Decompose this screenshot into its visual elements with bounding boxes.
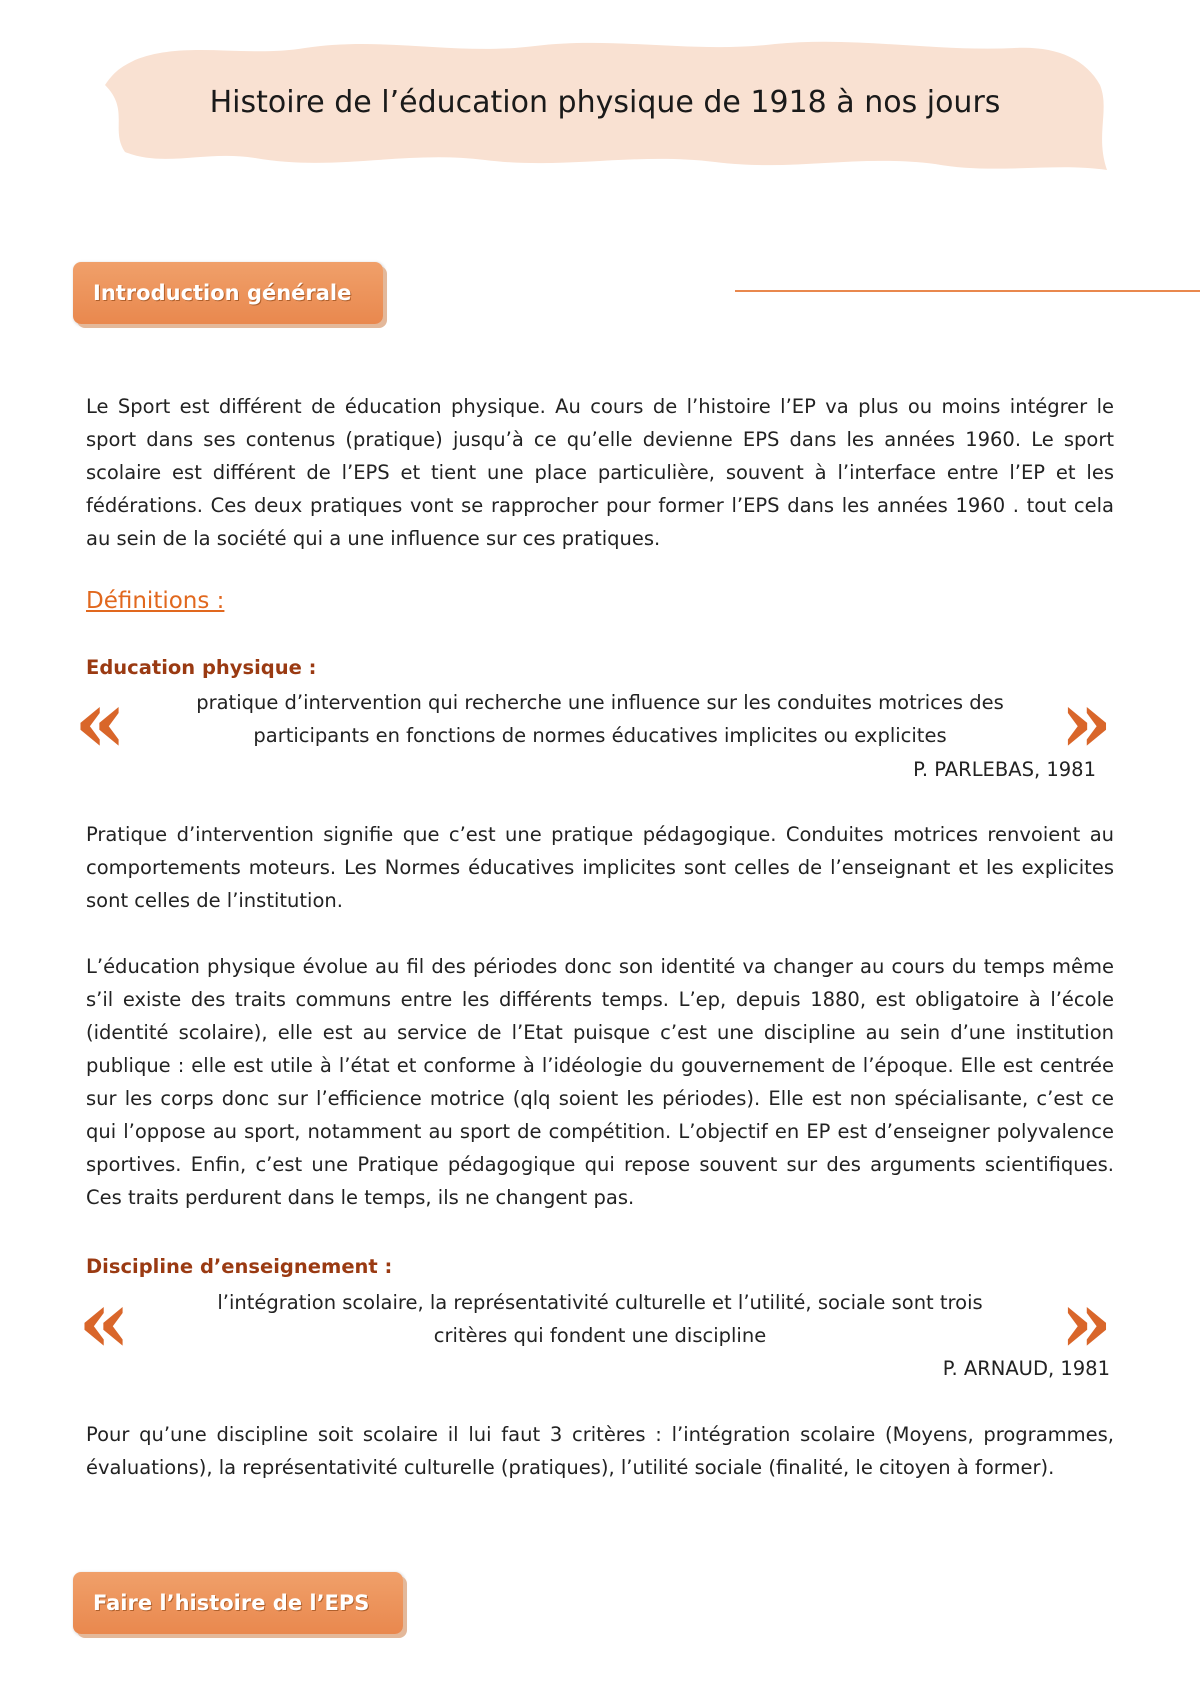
quote-line: participants en fonctions de normes éducatives implicites ou explicites (253, 724, 947, 747)
pratique-paragraph: Pratique d’intervention signifie que c’est une pratique pédagogique. Conduites motrices renvoient au comportements moteurs. Les Normes éducatives implicites sont celles de l’enseignant et les explicites sont celles de l’institution. (86, 823, 1114, 912)
quote-line: pratique d’intervention qui recherche une influence sur les conduites motrices des (196, 691, 1004, 714)
section-label-introduction: Introduction générale (73, 262, 383, 324)
evolution-paragraph: L’éducation physique évolue au fil des périodes donc son identité va changer au cours du temps même s’il existe des traits communs entre les différents temps. L’ep, depuis 1880, est obligatoire à l’école (identité scolaire), elle est au service de l’Etat puisque c’est une discipline au sein d’une institution publique : elle est utile à l’état et conforme à l’idéologie du gouvernement de l’époque. Elle est centrée sur les corps donc sur l’efficience motrice (qlq soient les périodes). Elle est non spécialisante, c’est ce qui l’oppose au sport, notamment au sport de compétition. L’objectif en EP est d’enseigner polyvalence sportives. Enfin, c’est une Pratique pédagogique qui repose souvent sur des arguments scientifiques. Ces traits perdurent dans le temps, ils ne changent pas. (86, 955, 1114, 1209)
intro-paragraph: Le Sport est différent de éducation physique. Au cours de l’histoire l’EP va plus ou moins intégrer le sport dans ses contenus (pratique) jusqu’à ce qu’elle devienne EPS dans les années 1960. Le sport scolaire est différent de l’EPS et tient une place particulière, souvent à l’interface entre l’EP et les fédérations. Ces deux pratiques vont se rapprocher pour former l’EPS dans les années 1960 . tout cela au sein de la société qui a une influence sur ces pratiques. (86, 395, 1114, 550)
section-rule (735, 290, 1200, 292)
close-quote-mark: » (1060, 672, 1113, 771)
quote-author: P. ARNAUD, 1981 (942, 1357, 1110, 1380)
close-quote-mark: » (1060, 1272, 1113, 1371)
term-discipline-enseignement: Discipline d’enseignement : (86, 1255, 393, 1278)
term-education-physique: Education physique : (86, 656, 317, 679)
criteres-paragraph: Pour qu’une discipline soit scolaire il lui faut 3 critères : l’intégration scolaire (Moyens, programmes, évaluations), la représentativité culturelle (pratiques), l’utilité sociale (finalité, le citoyen à former). (86, 1423, 1114, 1479)
quote-line: critères qui fondent une discipline (433, 1324, 767, 1347)
page-title: Histoire de l’éducation physique de 1918 à nos jours (209, 85, 1001, 120)
title-banner (95, 30, 1115, 180)
quote-line: l’intégration scolaire, la représentativité culturelle et l’utilité, sociale sont trois (217, 1291, 983, 1314)
quote-author: P. PARLEBAS, 1981 (913, 758, 1096, 781)
open-quote-mark: « (74, 672, 127, 771)
definitions-heading: Définitions : (86, 588, 225, 614)
section-label-histoire: Faire l’histoire de l’EPS (73, 1572, 403, 1634)
open-quote-mark: « (78, 1272, 131, 1371)
